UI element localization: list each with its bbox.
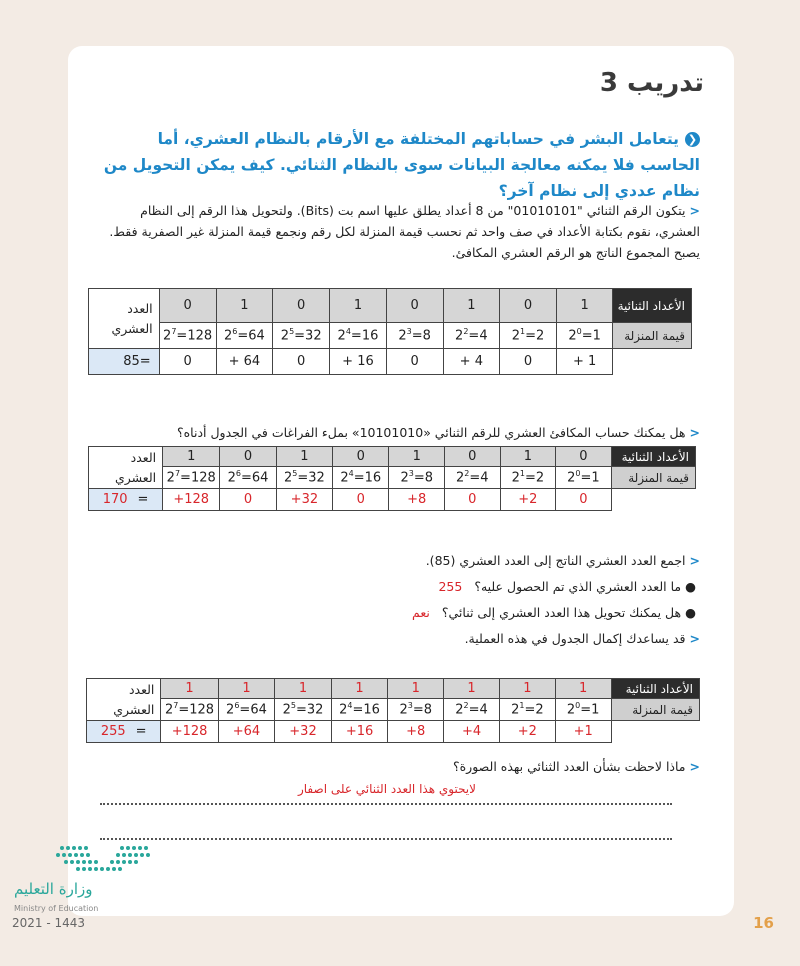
binary-row-label: الأعداد الثنائية — [611, 447, 695, 467]
answer-255: 255 — [438, 579, 463, 594]
page-number: 16 — [753, 914, 774, 932]
product-cell: + 1 — [556, 349, 613, 375]
bit-cell: 0 — [273, 289, 330, 323]
product-cell: + 16 — [330, 349, 387, 375]
binary-table-2 — [88, 446, 696, 511]
chevron-circle-icon: ❮ — [685, 132, 700, 147]
place-value-cell: $2^3=8$ — [388, 699, 444, 721]
task-3-line-1: <اجمع العدد العشري الناتج إلى العدد العشري (85). — [425, 553, 700, 568]
bit-cell: 1 — [218, 679, 275, 699]
decimal-result: 255 = — [87, 721, 161, 743]
product-cell: 0 — [220, 489, 276, 511]
decimal-label: العدد العشري — [89, 447, 163, 489]
product-cell: +8 — [389, 489, 445, 511]
main-question-text: يتعامل البشر في حساباتهم المختلفة مع الأرقام بالنظام العشري، أما الحاسب فلا يمكنه معالجة البيانات سوى بالنظام الثنائي. كيف يمكن التحويل من نظام عددي إلى نظام آخر؟ — [103, 130, 700, 200]
place-value-cell: $2^1=2$ — [500, 323, 557, 349]
product-cell: +32 — [275, 721, 332, 743]
place-row-label: قيمة المنزلة — [613, 323, 692, 349]
bit-cell: 1 — [389, 447, 445, 467]
ministry-logo-icon — [14, 842, 154, 878]
bit-cell: 1 — [500, 447, 556, 467]
place-value-cell: $2^4=16$ — [333, 467, 389, 489]
place-value-cell: $2^1=2$ — [499, 699, 555, 721]
answer-yes: نعم — [412, 605, 430, 620]
place-value-cell: $2^2=4$ — [444, 699, 500, 721]
place-value-cell: $2^5=32$ — [275, 699, 332, 721]
product-cell: +4 — [444, 721, 500, 743]
product-cell: +16 — [331, 721, 388, 743]
place-value-cell: $2^0=1$ — [556, 323, 613, 349]
main-question — [100, 126, 700, 204]
bit-cell: 1 — [499, 679, 555, 699]
bit-cell: 1 — [163, 447, 220, 467]
bit-cell: 1 — [275, 679, 332, 699]
bit-cell: 0 — [445, 447, 501, 467]
chevron-left-icon: < — [689, 631, 700, 646]
product-cell: +128 — [161, 721, 218, 743]
decimal-label: العدد العشري — [87, 679, 161, 721]
bit-cell: 1 — [388, 679, 444, 699]
question-2: <هل يمكنك حساب المكافئ العشري للرقم الثنائي «10101010» بملء الفراغات في الجدول أدناه؟ — [176, 425, 700, 440]
decimal-label: العدد العشري — [89, 289, 160, 349]
product-cell: + 4 — [443, 349, 500, 375]
product-cell: +128 — [163, 489, 220, 511]
product-cell: +8 — [388, 721, 444, 743]
product-cell: 0 — [273, 349, 330, 375]
binary-table-1 — [88, 288, 692, 375]
chevron-left-icon: < — [689, 553, 700, 568]
bit-cell: 1 — [216, 289, 273, 323]
product-cell: 0 — [556, 489, 612, 511]
bit-cell: 1 — [330, 289, 387, 323]
answer-line-1 — [100, 803, 672, 805]
place-value-cell: $2^7=128$ — [161, 699, 218, 721]
question-4: <ماذا لاحظت بشأن العدد الثنائي بهذه الصورة؟ — [453, 759, 700, 774]
place-value-cell: $2^5=32$ — [276, 467, 332, 489]
product-cell: 0 — [500, 349, 557, 375]
place-row-label: قيمة المنزلة — [611, 467, 695, 489]
bullet-icon: ● — [681, 605, 696, 620]
bit-cell: 1 — [443, 289, 500, 323]
binary-row-label: الأعداد الثنائية — [611, 679, 699, 699]
binary-table-3 — [86, 678, 700, 743]
place-value-cell: $2^7=128$ — [163, 467, 220, 489]
product-cell: +1 — [555, 721, 611, 743]
ministry-name-en: Ministry of Education — [14, 904, 99, 913]
edition-year: 2021 - 1443 — [12, 916, 86, 930]
ministry-name-ar: وزارة التعليم — [14, 880, 93, 898]
place-value-cell: $2^4=16$ — [331, 699, 388, 721]
bullet-icon: ● — [681, 579, 696, 594]
product-cell: + 64 — [216, 349, 273, 375]
place-value-cell: $2^1=2$ — [500, 467, 556, 489]
product-cell: +64 — [218, 721, 275, 743]
place-value-cell: $2^7=128$ — [159, 323, 216, 349]
product-cell: 0 — [159, 349, 216, 375]
bit-cell: 0 — [556, 447, 612, 467]
intro-text: يتكون الرقم الثنائي "01010101" من 8 أعداد يطلق عليها اسم بت (Bits). ولتحويل هذا الرقم إلى النظام العشري، نقوم بكتابة الأعداد في صف واحد ثم نحسب قيمة المنزلة لكل رقم ونجمع قيمة المنزلة غير الصفرية فقط. يصبح المجموع الناتج هو الرقم العشري المكافئ. — [109, 203, 700, 260]
place-row-label: قيمة المنزلة — [611, 699, 699, 721]
bit-cell: 0 — [500, 289, 557, 323]
intro-paragraph — [100, 200, 700, 263]
product-cell: 0 — [333, 489, 389, 511]
answer-4: لايحتوي هذا العدد الثنائي على اصفار — [297, 782, 476, 796]
place-value-cell: $2^0=1$ — [555, 699, 611, 721]
place-value-cell: $2^6=64$ — [216, 323, 273, 349]
chevron-left-icon: < — [689, 759, 700, 774]
decimal-result: 170 = — [89, 489, 163, 511]
place-value-cell: $2^3=8$ — [386, 323, 443, 349]
place-value-cell: $2^6=64$ — [218, 699, 275, 721]
bit-cell: 1 — [331, 679, 388, 699]
place-value-cell: $2^4=16$ — [330, 323, 387, 349]
task-3-bullet-1: ● ما العدد العشري الذي تم الحصول عليه؟ 255 — [438, 579, 696, 594]
product-cell: 0 — [386, 349, 443, 375]
bit-cell: 1 — [276, 447, 332, 467]
answer-line-2 — [100, 838, 672, 840]
bit-cell: 0 — [386, 289, 443, 323]
bit-cell: 0 — [220, 447, 276, 467]
product-cell: +2 — [500, 489, 556, 511]
bit-cell: 0 — [159, 289, 216, 323]
decimal-result: 85= — [89, 349, 160, 375]
product-cell: 0 — [445, 489, 501, 511]
binary-row-label: الأعداد الثنائية — [613, 289, 692, 323]
bit-cell: 0 — [333, 447, 389, 467]
place-value-cell: $2^2=4$ — [445, 467, 501, 489]
place-value-cell: $2^6=64$ — [220, 467, 276, 489]
bit-cell: 1 — [555, 679, 611, 699]
bit-cell: 1 — [161, 679, 218, 699]
place-value-cell: $2^3=8$ — [389, 467, 445, 489]
chevron-left-icon: < — [689, 425, 700, 440]
task-3-bullet-2: ● هل يمكنك تحويل هذا العدد العشري إلى ثنائي؟ نعم — [412, 605, 696, 620]
product-cell: +32 — [276, 489, 332, 511]
place-value-cell: $2^0=1$ — [556, 467, 612, 489]
chevron-left-icon: < — [689, 203, 700, 218]
task-3-line-2: <قد يساعدك إكمال الجدول في هذه العملية. — [464, 631, 700, 646]
place-value-cell: $2^5=32$ — [273, 323, 330, 349]
product-cell: +2 — [499, 721, 555, 743]
bit-cell: 1 — [444, 679, 500, 699]
place-value-cell: $2^2=4$ — [443, 323, 500, 349]
bit-cell: 1 — [556, 289, 613, 323]
page-title: تدريب 3 — [599, 68, 704, 98]
